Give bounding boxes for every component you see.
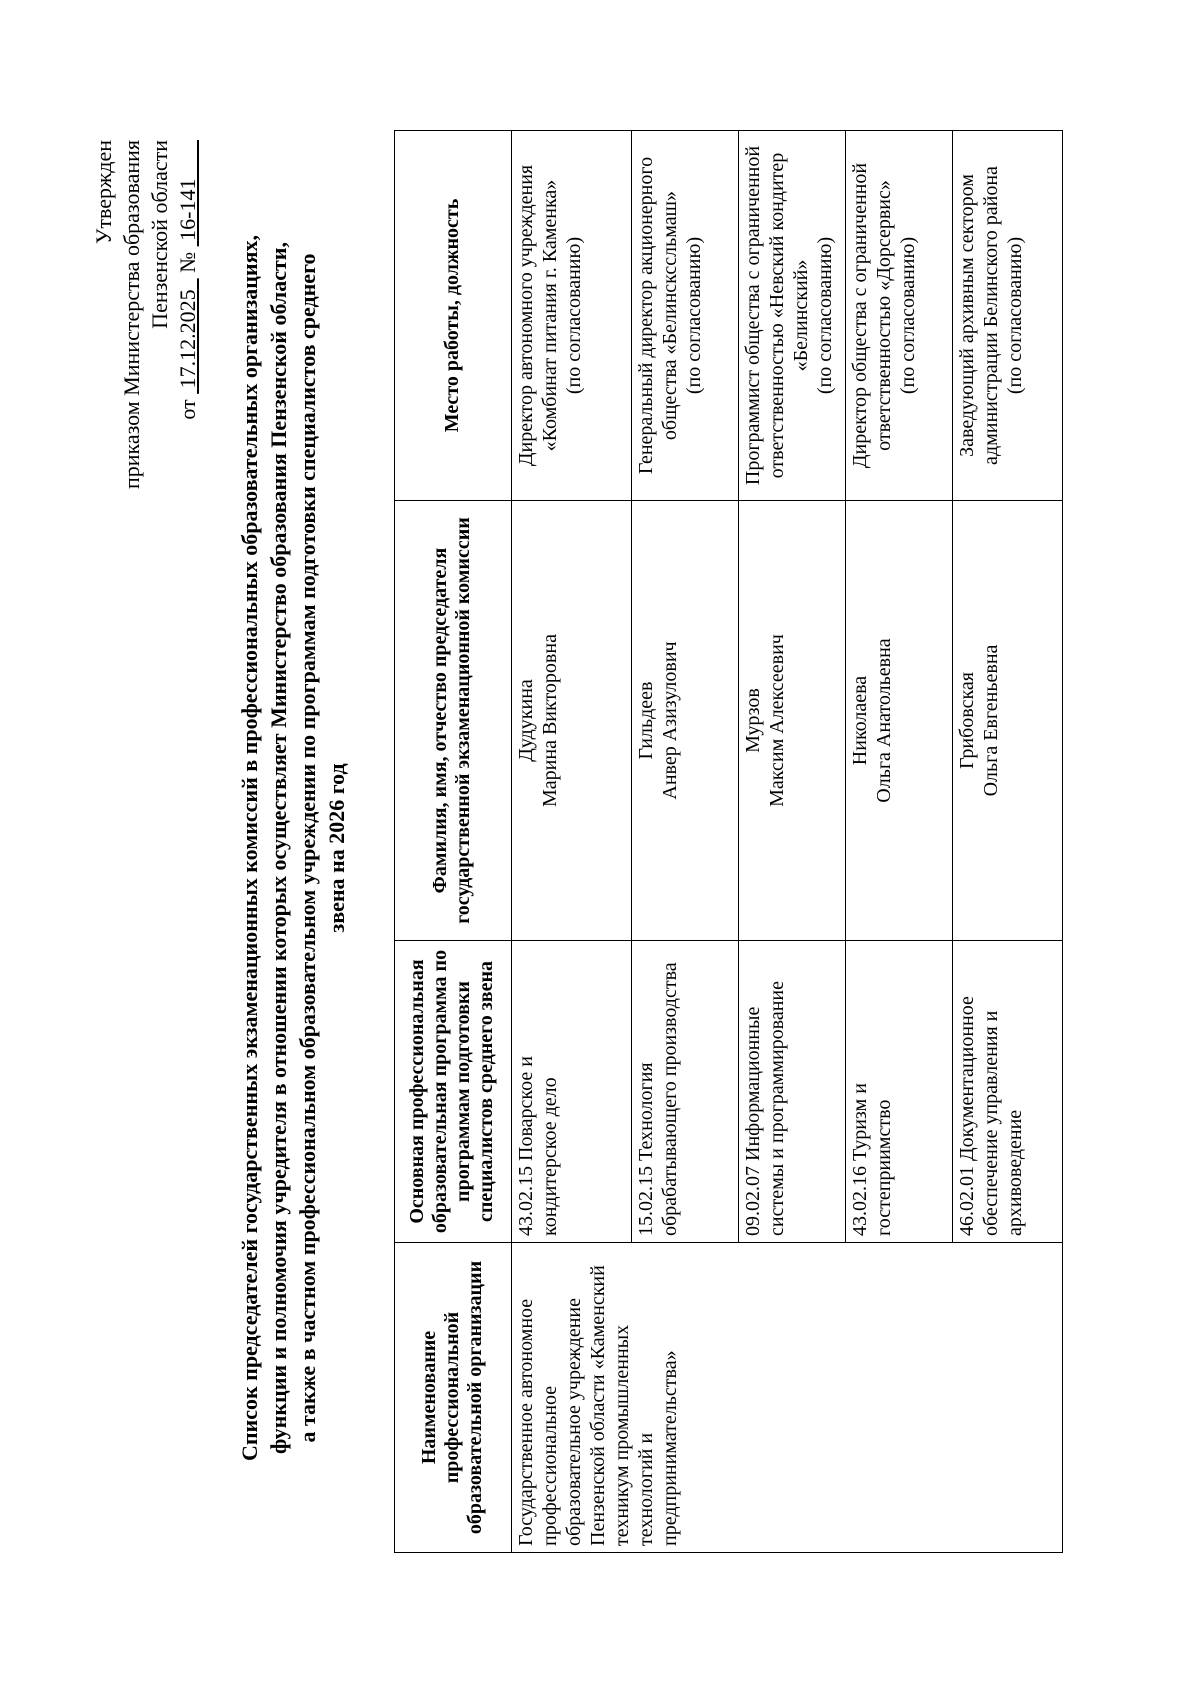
- organization-cell: Государственное автономное профессиональное образовательное учреждение Пензенской области «Каменский техникум промышленных технологий и предпринимательства»: [512, 1243, 1063, 1553]
- chairperson-given-names: Марина Викторовна: [539, 634, 561, 807]
- approval-line-1: Утвержден: [91, 140, 116, 245]
- number-prefix: №: [175, 251, 200, 273]
- approval-stamp: [90, 140, 202, 489]
- document-title: [235, 148, 351, 1548]
- header-program: Основная профессиональная образовательная программа по программам подготовки специалистов среднего звена: [395, 941, 512, 1243]
- workplace-cell: [632, 131, 739, 501]
- program-cell: 43.02.16 Туризм и гостеприимство: [846, 941, 953, 1243]
- program-cell: 46.02.01 Документационное обеспечение управления и архивоведение: [953, 941, 1063, 1243]
- approval-note: (по согласованию): [1004, 236, 1026, 395]
- approval-date: 17.12.2025: [175, 289, 200, 389]
- approval-number: 16-141: [175, 178, 200, 241]
- title-line-1: Список председателей государственных экзаменационных комиссий в профессиональных образовательных организациях,: [237, 234, 262, 1462]
- program-cell: 43.02.15 Поварское и кондитерское дело: [512, 941, 632, 1243]
- workplace-text: Заведующий архивным сектором администрации Белинского района: [956, 166, 1002, 465]
- header-workplace: Место работы, должность: [395, 131, 512, 501]
- workplace-cell: [739, 131, 846, 501]
- approval-note: (по согласованию): [683, 236, 705, 395]
- title-line-2: функции и полномочия учредителя в отношении которых осуществляет Министерство образования Пензенской области,: [266, 242, 291, 1454]
- workplace-text: Программист общества с ограниченной ответственностью «Невский кондитер «Белинский»: [742, 145, 812, 486]
- workplace-cell: [512, 131, 632, 501]
- chairperson-cell: [953, 501, 1063, 941]
- program-cell: 09.02.07 Информационные системы и программирование: [739, 941, 846, 1243]
- approval-line-3: Пензенской области: [147, 140, 172, 329]
- header-organization: Наименование профессиональной образовательной организации: [395, 1243, 512, 1553]
- chairperson-given-names: Анвер Азизулович: [659, 641, 681, 800]
- chairperson-cell: [632, 501, 739, 941]
- chairperson-surname: Гильдеев: [635, 681, 657, 760]
- chairperson-cell: [846, 501, 953, 941]
- table-row: [512, 131, 632, 1553]
- chairperson-surname: Мурзов: [742, 688, 764, 753]
- approval-note: (по согласованию): [814, 236, 836, 395]
- chairperson-given-names: Ольга Анатольевна: [873, 638, 895, 803]
- approval-note: (по согласованию): [897, 236, 919, 395]
- chairperson-surname: Николаева: [849, 675, 871, 766]
- commission-table: [394, 130, 1063, 1553]
- workplace-text: Директор автономного учреждения «Комбинат питания г. Каменка»: [515, 164, 561, 467]
- chairperson-cell: [512, 501, 632, 941]
- workplace-text: Директор общества с ограниченной ответственностью «Дорсервис»: [849, 162, 895, 469]
- table-header-row: [395, 131, 512, 1553]
- title-line-3: а также в частном профессиональном образовательном учреждении по программам подготовки специалистов среднего: [295, 253, 320, 1443]
- approval-note: (по согласованию): [563, 236, 585, 395]
- program-cell: 15.02.15 Технология обрабатывающего производства: [632, 941, 739, 1243]
- header-chairperson: Фамилия, имя, отчество председателя государственной экзаменационной комиссии: [395, 501, 512, 941]
- chairperson-surname: Грибовская: [956, 672, 978, 769]
- date-prefix: от: [175, 399, 200, 420]
- chairperson-surname: Дудукина: [515, 679, 537, 762]
- workplace-cell: [846, 131, 953, 501]
- chairperson-cell: [739, 501, 846, 941]
- workplace-text: Генеральный директор акционерного общества «Белинскссльмаш»: [635, 156, 681, 475]
- approval-date-line: [174, 140, 202, 489]
- chairperson-given-names: Ольга Евгеньевна: [980, 644, 1002, 797]
- workplace-cell: [953, 131, 1063, 501]
- approval-line-2: приказом Министерства образования: [119, 140, 144, 490]
- title-line-4: звена на 2026 год: [324, 763, 349, 933]
- chairperson-given-names: Максим Алексеевич: [766, 634, 788, 807]
